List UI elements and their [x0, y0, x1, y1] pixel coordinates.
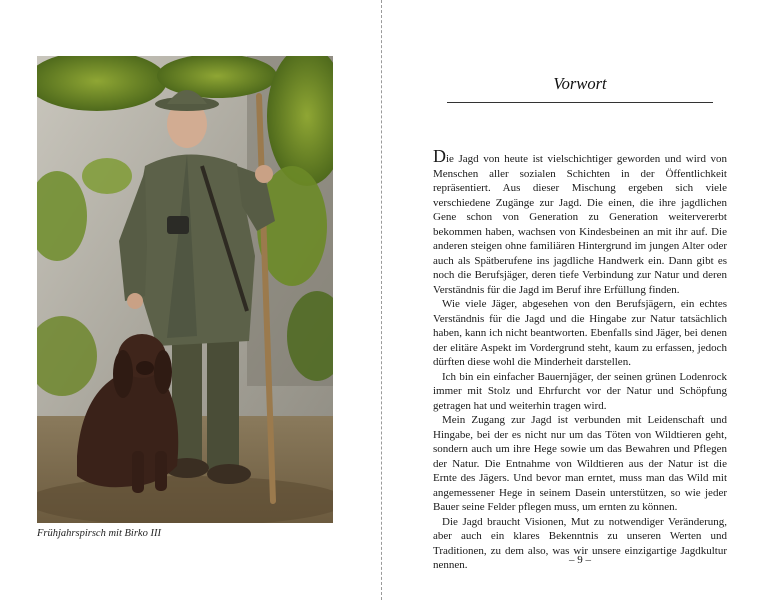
chapter-title: Vorwort: [553, 74, 607, 93]
paragraph-1: [433, 146, 727, 297]
paragraph-4: Mein Zugang zur Jagd ist verbunden mit Leidenschaft und Hingabe, bei der es nicht nur um das Töten von Wildtieren geht, sondern auch um ihre Hege sowie um das Bewahren und Pflegen der Natur. Die Entnahme von Wildtieren aus der Natur ist die Ernte des Jägers. Und bevor man erntet, muss man das Wild mit angemessener Hege in seinem Dasein unterstützen, so wie jeder Bauer seine Felder pflegen muss, um ernten zu können.: [433, 414, 727, 513]
chapter-body: [433, 146, 727, 573]
paragraph-2: Wie viele Jäger, abgesehen von den Berufsjägern, ein echtes Verständnis für die Jagd und die Hingabe zur Natur tatsächlich haben, kann ich nicht beantworten. Ebenfalls sind Jäger, bei denen der elitäre Aspekt im Vordergrund steht, kaum zu erfassen, jedoch dürften diese wohl die Minderheit darstellen.: [433, 298, 727, 368]
drop-cap: D: [433, 146, 446, 166]
photo-caption: Frühjahrspirsch mit Birko III: [37, 528, 161, 539]
paragraph-5: Die Jagd braucht Visionen, Mut zu notwendiger Veränderung, aber auch ein klares Bekenntnis zu unseren Werten und Traditionen, zu dem also, was wir unsere einzigartige Jagdkultur nennen.: [433, 515, 727, 571]
page-number: – 9 –: [569, 554, 591, 566]
title-rule: [447, 102, 713, 103]
hunter-photo: [37, 56, 333, 523]
page-gutter: [381, 0, 382, 600]
paragraph-1-text: ie Jagd von heute ist vielschichtiger geworden und wird von Menschen aller sozialen Schichten in der Öffentlichkeit repräsentiert. Aus dieser Mischung ergeben sich viele verschiedene Zugänge zur Jagd. Die einen, die ihre jagdlichen Gene schon von Generation zu Generation weitervererbt bekommen haben, wachsen von Kindesbeinen an mit ihr auf. Die anderen steigen ohne familiären Hintergrund im jungen Alter oder auch als Spätberufene ins jagdliche Handwerk ein. Dann gibt es noch die Berufsjäger, deren tiefe Verbindung zur Natur und deren Verständnis für die Jagd im Beruf ihre Erfüllung finden.: [433, 153, 727, 296]
paragraph-3: Ich bin ein einfacher Bauernjäger, der seinen grünen Lodenrock immer mit Stolz und Ehrfurcht vor der Natur und Schöpfung getragen hat und weiterhin tragen wird.: [433, 370, 727, 412]
hunter-with-dog-illustration: [37, 56, 333, 523]
